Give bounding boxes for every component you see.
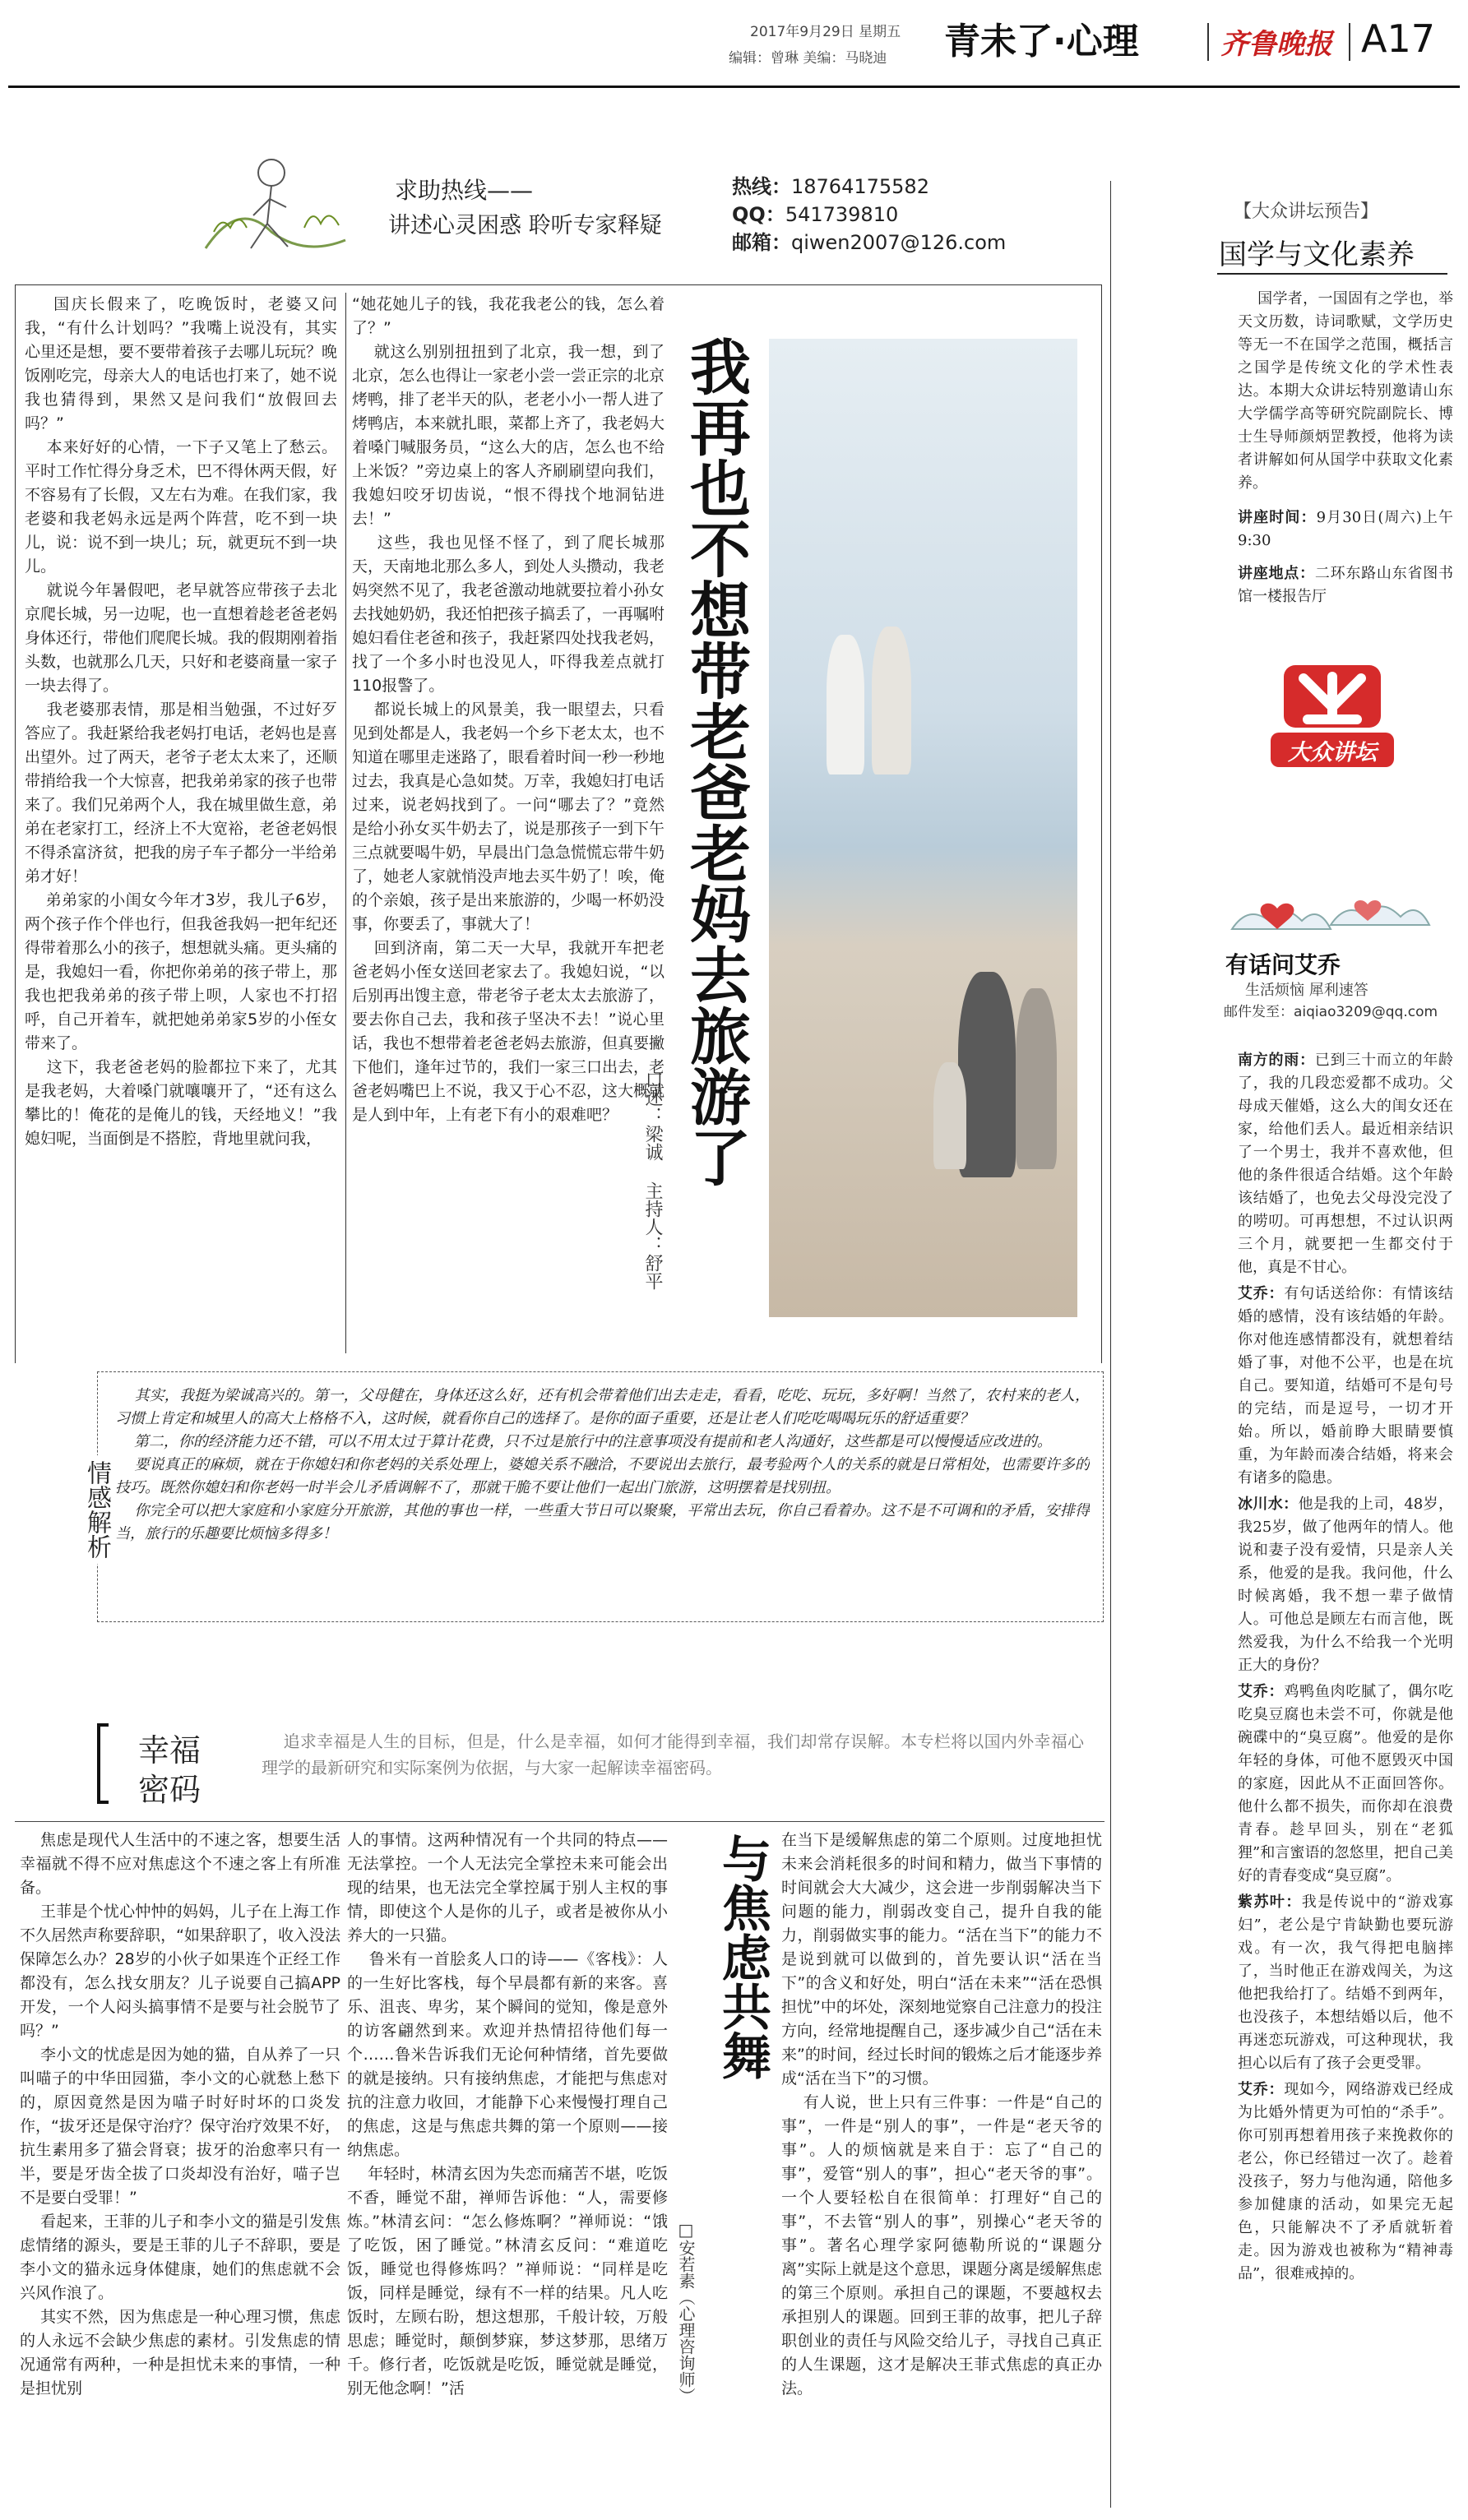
right-column-rule	[1110, 181, 1111, 2508]
lecture-rule	[1217, 273, 1447, 275]
phone-number: 18764175582	[791, 175, 929, 198]
hotline-subtitle: 讲述心灵困惑 聆听专家释疑	[388, 213, 662, 238]
qq-number: 541739810	[785, 203, 899, 226]
lecture-time-label: 讲座时间：	[1238, 509, 1317, 526]
header-date: 2017年9月29日 星期五	[750, 24, 901, 40]
photo-child	[933, 1062, 966, 1169]
email-address[interactable]: qiwen2007@126.com	[791, 231, 1007, 254]
happiness-label-2: 密码	[138, 1772, 201, 1808]
qa-item	[1238, 1493, 1453, 1677]
aiqiao-tagline: 生活烦恼 犀利速答	[1245, 982, 1368, 999]
phone-label: 热线：	[732, 175, 791, 198]
qa-asker: 冰川水：	[1238, 1496, 1299, 1513]
qa-text: 现如今，网络游戏已经成为比婚外情更为可怕的“杀手”。你可别再想着用孩子来挽救你的老公，你已经错过一次了。趁着没孩子，努力与他沟通，陪他多参加健康的活动，如果完无起色，只能解决不了矛盾就斩着走。因为游戏也被称为“精神毒品”，很难戒掉的。	[1238, 2081, 1453, 2282]
aiqiao-title: 有话问艾乔	[1225, 951, 1341, 978]
happiness-banner	[97, 1718, 1100, 1809]
photo-elderly-man	[872, 627, 911, 774]
page-number: A17	[1361, 16, 1436, 61]
photo-family-woman	[1016, 988, 1057, 1169]
happiness-intro: 追求幸福是人生的目标，但是，什么是幸福，如何才能得到幸福，我们却常存误解。本专栏将以国内外幸福心理学的最新研究和实际案例为依据，与大家一起解读幸福密码。	[262, 1732, 1084, 1778]
story1-col2: “她花她儿子的钱，我花我老公的钱，怎么着了？” 就这么别别扭扭到了北京，我一想，到了北京，怎么也得让一家老小尝一尝正宗的北京烤鸭，排了老半天的队，老老小小一帮人进了烤鸭店，本来就扎眼，菜都上齐了，我老妈大着嗓门喊服务员，“这么大的店，怎么也不给上米饭？”旁边桌上的客人齐刷刷望向我们，我媳妇咬牙切齿说，“恨不得找个地洞钻进去！” 这些，我也见怪不怪了，到了爬长城那天，天南地北那么多人，到处人头攒动，我老妈突然不见了，我老爸激动地就要拉着小孙女去找她奶奶，我还怕把孩子搞丢了，一再嘱咐媳妇看住老爸和孩子，我赶紧四处找我老妈，找了一个多小时也没见人，吓得我差点就打110报警了。 都说长城上的风景美，我一眼望去，只看见到处都是人，我老妈一个乡下老太太，也不知道在哪里走迷路了，眼看着时间一秒一秒地过去，我真是心急如焚。万幸，我媳妇打电话过来，说老妈找到了。一问“哪去了？”竟然是给小孙女买牛奶去了，说是那孩子一到下午三点就要喝牛奶，早晨出门急急慌慌忘带牛奶了，她老人家就悄没声地去买牛奶了！唉，俺的个亲娘，孩子是出来旅游的，少喝一杯奶没事，你要丢了，事就大了！ 回到济南，第二天一大早，我就开车把老爸老妈小侄女送回老家去了。我媳妇说，“以后别再出馊主意，带老爷子老太太去旅游了，要去你自己去，我和孩子坚决不去！”说心里话，我也不想带着老爸老妈去旅游，但真要撇下他们，逢年过节的，我们一家三口出去，老爸老妈嘴巴上不说，我又于心不忍，这大概就是人到中年，上有老下有小的艰难吧？	[352, 295, 665, 1124]
qa-item	[1238, 2078, 1453, 2286]
story2-col1: 焦虑是现代人生活中的不速之客，想要生活幸福就不得不应对焦虑这个不速之客上有所准备。 王菲是个忧心忡忡的妈妈，儿子在上海工作不久居然声称要辞职，“如果辞职了，收入没法保障怎么办？28岁的小伙子如果连个正经工作都没有，怎么找女朋友？儿子说要自己搞APP开发，一个人闷头搞事情不是要与社会脱节了吗？” 李小文的忧虑是因为她的猫，自从养了一只叫喵子的中华田园猫，李小文的心就愁上愁下的，原因竟然是因为喵子时好时坏的口炎发作，“拔牙还是保守治疗？保守治疗效果不好，抗生素用多了猫会肾衰；拔牙的治愈率只有一半，要是牙齿全拔了口炎却没有治好，喵子岂不是要白受罪！” 看起来，王菲的儿子和李小文的猫是引发焦虑情绪的源头，要是王菲的儿子不辞职，要是李小文的猫永远身体健康，她们的焦虑就不会兴风作浪了。 其实不然，因为焦虑是一种心理习惯，焦虑的人永远不会缺少焦虑的素材。引发焦虑的情况通常有两种，一种是担忧未来的事情，一种是担忧别	[20, 1831, 340, 2397]
analysis-label: 情感解析	[79, 1455, 113, 1564]
section-title: 青未了·心理	[944, 21, 1139, 62]
hotline-title: 求助热线——	[395, 177, 534, 204]
qa-item	[1238, 1891, 1453, 2075]
lecture-time	[1238, 506, 1453, 554]
bracket-left	[97, 1723, 109, 1804]
qa-answerer: 艾乔：	[1238, 1683, 1285, 1700]
lecture-logo	[1271, 662, 1394, 769]
story2-col3: 在当下是缓解焦虑的第二个原则。过度地担忧未来会消耗很多的时间和精力，做当下事情的时间就会大大减少，这会进一步削弱解决当下问题的能力，削弱改变自己，提升自我的能力，削弱做实事的能力。“活在当下”的能力不是说到就可以做到的，首先要认识“活在当下”的含义和好处，明白“活在未来”“活在恐惧担忧”中的坏处，深刻地觉察自己注意力的投注方向，经常地提醒自己，逐步减少自己“活在未来”的时间，经过长时间的锻炼之后才能逐步养成“活在当下”的习惯。 有人说，世上只有三件事：一件是“自己的事”，一件是“别人的事”，一件是“老天爷的事”。人的烦恼就是来自于：忘了“自己的事”，爱管“别人的事”，担心“老天爷的事”。一个人要轻松自在很简单：打理好“自己的事”，不去管“别人的事”，别操心“老天爷的事”。著名心理学家阿德勒所说的“课题分离”实际上就是这个意思，课题分离是缓解焦虑的第三个原则。承担自己的课题，不要越权去承担别人的课题。回到王菲的故事，把儿子辞职创业的责任与风险交给儿子，寻找自己真正的人生课题，这才是解决王菲式焦虑的真正办法。	[781, 1831, 1102, 2397]
column-rule	[345, 293, 346, 1353]
lecture-time-value: 9月30日(周六)上午9:30	[1238, 509, 1453, 549]
qa-item	[1238, 1283, 1453, 1490]
qa-text: 鸡鸭鱼肉吃腻了，偶尔吃吃臭豆腐也未尝不可，你就是他碗碟中的“臭豆腐”。他爱的是你年轻的身体，可他不愿毁灭中国的家庭，因此从不正面回答你。他什么都不损失，而你却在浪费青春。趁早回头，别在“老狐狸”和言蜜语的忽悠里，把自己美好的青春变成“臭豆腐”。	[1238, 1683, 1453, 1884]
qa-asker: 紫苏叶：	[1238, 1893, 1302, 1911]
story2-col2: 人的事情。这两种情况有一个共同的特点——无法掌控。一个人无法完全掌控未来可能会出现的结果，也无法完全掌控属于别人主权的事情，即使这个人是你的儿子，或者是被你从小养大的一只猫。 鲁米有一首脍炙人口的诗——《客栈》：人的一生好比客栈，每个早晨都有新的来客。喜乐、沮丧、卑劣，某个瞬间的觉知，像是意外的访客翩然到来。欢迎并热情招待他们每一个……鲁米告诉我们无论何种情绪，首先要做的就是接纳。只有接纳焦虑，才能把与焦虑对抗的注意力收回，才能静下心来慢慢打理自己的焦虑，这是与焦虑共舞的第一个原则——接纳焦虑。 年轻时，林清玄因为失恋而痛苦不堪，吃饭不香，睡觉不甜，禅师告诉他：“人，需要修炼。”林清玄问：“怎么修炼啊？”禅师说：“饿了吃饭，困了睡觉。”林清玄反问：“难道吃饭，睡觉也得修炼吗？”禅师说：“同样是吃饭，同样是睡觉，绿有不一样的结果。凡人吃饭时，左顾右盼，想这想那，千般计较，万般思虑；睡觉时，颠倒梦寐，梦这梦那，思绪万千。修行者，吃饭就是吃饭，睡觉就是睡觉，别无他念啊！”活	[347, 1831, 668, 2397]
lecture-place-value: 二环东路山东省图书馆一楼报告厅	[1238, 565, 1453, 605]
thinker-illustration-icon	[189, 150, 354, 265]
story2-title: 与焦虑共舞	[714, 1833, 771, 2080]
header-editors: 编辑：曾琳 美编：马晓迪	[729, 50, 887, 67]
lecture-title: 国学与文化素养	[1219, 238, 1415, 271]
qa-text: 有句话送给你：有情该结婚的感情，没有该结婚的年龄。你对他连感情都没有，就想着结婚了事，对他不公平，也是在坑自己。要知道，结婚可不是句号的完结，而是逗号，一切才开始。所以，婚前睁大眼睛要慎重，为年龄而凑合结婚，将来会有诸多的隐患。	[1238, 1285, 1453, 1487]
header-divider	[1349, 23, 1350, 61]
email-label: 邮箱：	[732, 231, 791, 254]
story1-title: 我再也不想带老爸老妈去旅游了	[680, 335, 751, 1187]
story1-col1: 国庆长假来了，吃晚饭时，老婆又问我，“有什么计划吗？”我嘴上说没有，其实心里还是想，要不要带着孩子去哪儿玩玩？晚饭刚吃完，母亲大人的电话也打来了，她不说我也猜得到，果然又是问我们“放假回去吗？” 本来好好的心情，一下子又笔上了愁云。平时工作忙得分身乏术，巴不得休两天假，好不容易有了长假，又左右为难。在我们家，我老婆和我老妈永远是两个阵营，吃不到一块儿，说：说不到一块儿；玩，就更玩不到一块儿。 就说今年暑假吧，老早就答应带孩子去北京爬长城，另一边呢，也一直想着趁老爸老妈身体还行，带他们爬爬长城。我的假期刚着指头数，也就那么几天，只好和老婆商量一家子一块去得了。 我老婆那表情，那是相当勉强，不过好歹答应了。我赶紧给我老妈打电话，老妈也是喜出望外。过了两天，老爷子老太太来了，还顺带捎给我一个大惊喜，把我弟弟家的孩子也带来了。我们兄弟两个人，我在城里做生意，弟弟在老家打工，经济上不大宽裕，老爸老妈恨不得杀富济贫，把我的房子车子都分一半给弟弟才好！ 弟弟家的小闺女今年才3岁，我儿子6岁，两个孩子作个伴也行，但我爸我妈一把年纪还得带着那么小的孩子，想想就头痛。更头痛的是，我媳妇一看，你把你弟弟的孩子带上，那我也把我弟弟的孩子带上呗，人家也不打招呼，自己开着车，就把她弟弟家5岁的小侄女带来了。 这下，我老爸老妈的脸都拉下来了，尤其是我老妈，大着嗓门就嚷嚷开了，“还有这么攀比的！俺花的是俺儿的钱，天经地义！”我媳妇呢，当面倒是不搭腔，背地里就问我，	[25, 295, 337, 1148]
lecture-place-label: 讲座地点：	[1238, 565, 1315, 582]
qa-item	[1238, 1049, 1453, 1279]
header-divider	[1207, 23, 1209, 61]
hotline-banner	[123, 150, 798, 265]
lecture-place	[1238, 562, 1453, 610]
lecture-preview: 【大众讲坛预告】	[1234, 201, 1379, 222]
qa-item	[1238, 1681, 1453, 1888]
story1-byline: 口述：梁诚 主持人：舒平	[642, 1070, 663, 1290]
lecture-logo-text: 大众讲坛	[1288, 740, 1377, 765]
story1-photo	[769, 339, 1077, 1317]
hearts-clouds-icon	[1224, 880, 1446, 946]
qa-text: 已到三十而立的年龄了，我的几段恋爱都不成功。父母成天催婚，这么大的闺女还在家，给他们丢人。最近相亲结识了一个男士，我并不喜欢他，但他的条件很适合结婚。这个年龄该结婚了，也免去父母没完没了的唠叨。可再想想，不过认识两三个月，就要把一生都交付于他，真是不甘心。	[1238, 1052, 1453, 1276]
photo-family-man	[958, 972, 1016, 1177]
paper-logo: 齐鲁晚报	[1220, 28, 1332, 61]
happiness-label-1: 幸福	[138, 1732, 201, 1769]
qa-asker: 南方的雨：	[1238, 1052, 1315, 1069]
qa-text: 我是传说中的“游戏寡妇”，老公是宁肯缺勤也要玩游戏。有一次，我气得把电脑摔了，当时他正在游戏闯关，为这他把我给打了。结婚不到两年，也没孩子，本想结婚以后，他不再迷恋玩游戏，可这种现状，我担心以后有了孩子会更受罪。	[1238, 1893, 1453, 2072]
qa-list	[1238, 1049, 1453, 2513]
photo-elderly-woman	[827, 635, 864, 774]
lecture-text: 国学者，一国固有之学也，举天文历数，诗词歌赋，文学历史等无一不在国学之范围，概括言之国学是传统文化的学术性表达。本期大众讲坛特别邀请山东大学儒学高等研究院副院长、博士生导师颜炳罡教授，他将为读者讲解如何从国学中获取文化素养。	[1238, 290, 1453, 492]
aiqiao-banner	[1224, 880, 1454, 1020]
story2-byline: □安若素（心理咨询师）	[676, 2220, 696, 2404]
analysis-text: 其实，我挺为梁诚高兴的。第一，父母健在，身体还这么好，还有机会带着他们出去走走，看看，吃吃、玩玩，多好啊！当然了，农村来的老人，习惯上肯定和城里人的高大上格格不入，这时候，就看你自己的选择了。是你的面子重要，还是让老人们吃吃喝喝玩乐的舒适重要？ 第二，你的经济能力还不错，可以不用太过于算计花费，只不过是旅行中的注意事项没有提前和老人沟通好，这些都是可以慢慢适应改进的。 要说真正的麻烦，就在于你媳妇和你老妈的关系处理上，婆媳关系不融洽，不要说出去旅行，最考验两个人的关系的就是日常相处，也需要许多的技巧。既然你媳妇和你老妈一时半会儿矛盾调解不了，那就干脆不要让他们一起出门旅游，这明摆着是找别扭。 你完全可以把大家庭和小家庭分开旅游，其他的事也一样，一些重大节日可以聚聚，平常出去玩，你自己看着办。这不是不可调和的矛盾，安排得当，旅行的乐趣要比烦恼多得多！	[115, 1387, 1090, 1542]
header-rule	[8, 86, 1460, 88]
story2-top-rule	[15, 1821, 1104, 1822]
aiqiao-email[interactable]: 邮件发至：aiqiao3209@qq.com	[1224, 1004, 1438, 1020]
qa-answerer: 艾乔：	[1238, 1285, 1285, 1302]
hotline-contacts	[732, 173, 1006, 257]
qa-text: 他是我的上司，48岁，我25岁，做了他两年的情人。他说和妻子没有爱情，只是亲人关系，他爱的是我。我问他，什么时候离婚，我不想一辈子做情人。可他总是顾左右而言他，既然爱我，为什么不给我一个光明正大的身份？	[1238, 1496, 1453, 1674]
qa-answerer: 艾乔：	[1238, 2081, 1285, 2098]
qq-label: QQ：	[732, 203, 785, 226]
